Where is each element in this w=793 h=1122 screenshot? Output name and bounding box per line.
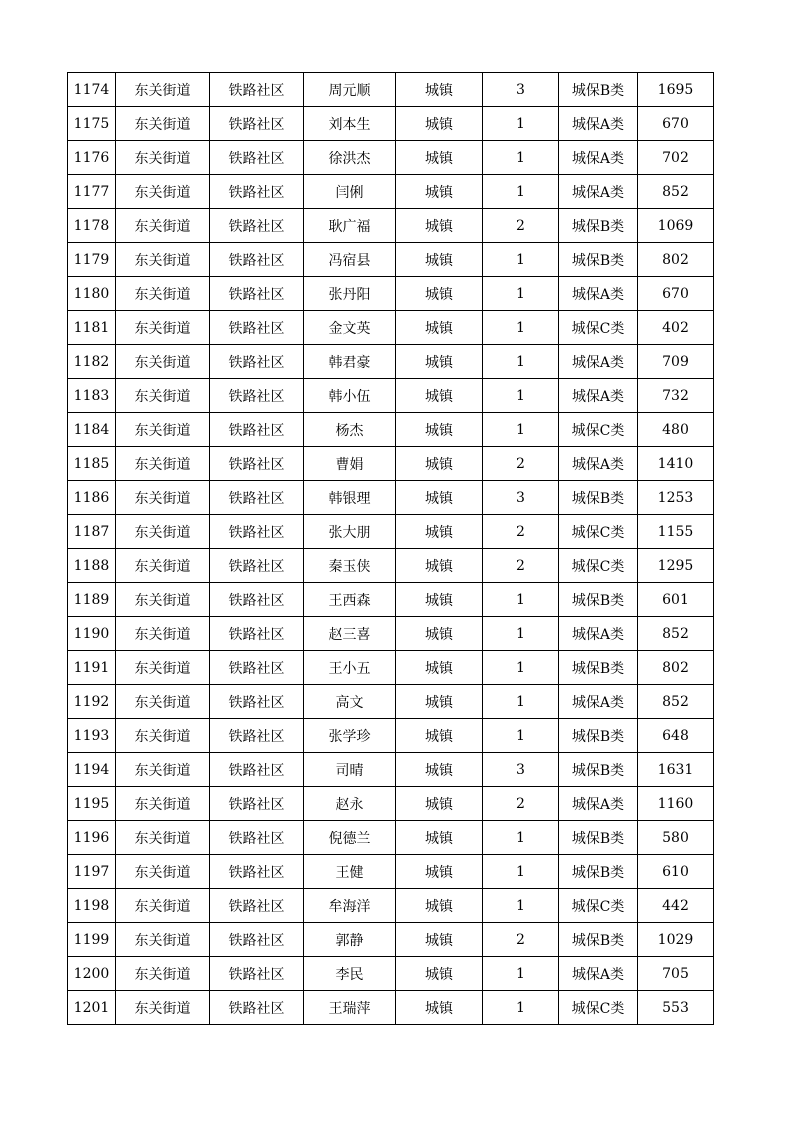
table-row bbox=[68, 923, 714, 957]
cell-row-number: 1187 bbox=[68, 515, 116, 549]
cell-name: 郭静 bbox=[304, 923, 396, 957]
cell-member-count: 3 bbox=[483, 73, 559, 107]
cell-community: 铁路社区 bbox=[210, 991, 304, 1025]
cell-name: 牟海洋 bbox=[304, 889, 396, 923]
cell-row-number: 1177 bbox=[68, 175, 116, 209]
cell-amount: 1295 bbox=[638, 549, 714, 583]
table-row bbox=[68, 277, 714, 311]
cell-insurance-category: 城保A类 bbox=[559, 345, 638, 379]
table-row bbox=[68, 209, 714, 243]
cell-amount: 610 bbox=[638, 855, 714, 889]
cell-row-number: 1181 bbox=[68, 311, 116, 345]
cell-member-count: 1 bbox=[483, 889, 559, 923]
cell-amount: 702 bbox=[638, 141, 714, 175]
cell-household-type: 城镇 bbox=[396, 345, 483, 379]
cell-member-count: 1 bbox=[483, 277, 559, 311]
cell-street: 东关街道 bbox=[116, 583, 210, 617]
cell-community: 铁路社区 bbox=[210, 753, 304, 787]
cell-insurance-category: 城保B类 bbox=[559, 481, 638, 515]
cell-street: 东关街道 bbox=[116, 311, 210, 345]
cell-member-count: 2 bbox=[483, 923, 559, 957]
table-row bbox=[68, 175, 714, 209]
cell-household-type: 城镇 bbox=[396, 787, 483, 821]
cell-household-type: 城镇 bbox=[396, 447, 483, 481]
cell-household-type: 城镇 bbox=[396, 753, 483, 787]
cell-insurance-category: 城保A类 bbox=[559, 957, 638, 991]
cell-row-number: 1196 bbox=[68, 821, 116, 855]
cell-amount: 601 bbox=[638, 583, 714, 617]
cell-name: 王瑞萍 bbox=[304, 991, 396, 1025]
cell-amount: 852 bbox=[638, 175, 714, 209]
table-row bbox=[68, 685, 714, 719]
cell-community: 铁路社区 bbox=[210, 447, 304, 481]
cell-street: 东关街道 bbox=[116, 175, 210, 209]
cell-row-number: 1180 bbox=[68, 277, 116, 311]
cell-community: 铁路社区 bbox=[210, 549, 304, 583]
cell-name: 韩银理 bbox=[304, 481, 396, 515]
cell-name: 韩君豪 bbox=[304, 345, 396, 379]
cell-insurance-category: 城保B类 bbox=[559, 923, 638, 957]
cell-name: 杨杰 bbox=[304, 413, 396, 447]
cell-name: 赵永 bbox=[304, 787, 396, 821]
cell-street: 东关街道 bbox=[116, 73, 210, 107]
cell-amount: 1069 bbox=[638, 209, 714, 243]
cell-insurance-category: 城保A类 bbox=[559, 685, 638, 719]
cell-insurance-category: 城保B类 bbox=[559, 855, 638, 889]
cell-amount: 802 bbox=[638, 243, 714, 277]
cell-community: 铁路社区 bbox=[210, 175, 304, 209]
cell-name: 耿广福 bbox=[304, 209, 396, 243]
cell-member-count: 1 bbox=[483, 141, 559, 175]
cell-name: 王健 bbox=[304, 855, 396, 889]
cell-street: 东关街道 bbox=[116, 515, 210, 549]
cell-street: 东关街道 bbox=[116, 413, 210, 447]
cell-name: 张学珍 bbox=[304, 719, 396, 753]
cell-name: 秦玉侠 bbox=[304, 549, 396, 583]
cell-row-number: 1178 bbox=[68, 209, 116, 243]
cell-street: 东关街道 bbox=[116, 889, 210, 923]
cell-street: 东关街道 bbox=[116, 107, 210, 141]
cell-amount: 1631 bbox=[638, 753, 714, 787]
cell-member-count: 1 bbox=[483, 583, 559, 617]
cell-name: 王小五 bbox=[304, 651, 396, 685]
table-row bbox=[68, 243, 714, 277]
cell-household-type: 城镇 bbox=[396, 923, 483, 957]
cell-row-number: 1175 bbox=[68, 107, 116, 141]
cell-name: 赵三喜 bbox=[304, 617, 396, 651]
cell-street: 东关街道 bbox=[116, 719, 210, 753]
cell-amount: 705 bbox=[638, 957, 714, 991]
table-row bbox=[68, 617, 714, 651]
table-row bbox=[68, 855, 714, 889]
cell-name: 司晴 bbox=[304, 753, 396, 787]
cell-community: 铁路社区 bbox=[210, 277, 304, 311]
cell-street: 东关街道 bbox=[116, 345, 210, 379]
cell-household-type: 城镇 bbox=[396, 209, 483, 243]
cell-household-type: 城镇 bbox=[396, 991, 483, 1025]
cell-community: 铁路社区 bbox=[210, 923, 304, 957]
cell-member-count: 1 bbox=[483, 821, 559, 855]
cell-row-number: 1194 bbox=[68, 753, 116, 787]
cell-name: 高文 bbox=[304, 685, 396, 719]
cell-community: 铁路社区 bbox=[210, 209, 304, 243]
table-row bbox=[68, 413, 714, 447]
cell-member-count: 1 bbox=[483, 413, 559, 447]
cell-insurance-category: 城保A类 bbox=[559, 447, 638, 481]
cell-street: 东关街道 bbox=[116, 447, 210, 481]
cell-street: 东关街道 bbox=[116, 617, 210, 651]
table-row bbox=[68, 821, 714, 855]
cell-member-count: 1 bbox=[483, 685, 559, 719]
cell-insurance-category: 城保A类 bbox=[559, 141, 638, 175]
cell-community: 铁路社区 bbox=[210, 583, 304, 617]
cell-household-type: 城镇 bbox=[396, 651, 483, 685]
table-row bbox=[68, 549, 714, 583]
cell-amount: 852 bbox=[638, 685, 714, 719]
cell-community: 铁路社区 bbox=[210, 889, 304, 923]
cell-insurance-category: 城保A类 bbox=[559, 787, 638, 821]
cell-member-count: 2 bbox=[483, 447, 559, 481]
cell-household-type: 城镇 bbox=[396, 719, 483, 753]
cell-row-number: 1195 bbox=[68, 787, 116, 821]
cell-amount: 480 bbox=[638, 413, 714, 447]
cell-member-count: 2 bbox=[483, 549, 559, 583]
cell-community: 铁路社区 bbox=[210, 685, 304, 719]
cell-community: 铁路社区 bbox=[210, 311, 304, 345]
cell-row-number: 1198 bbox=[68, 889, 116, 923]
cell-street: 东关街道 bbox=[116, 855, 210, 889]
cell-member-count: 1 bbox=[483, 719, 559, 753]
table-body bbox=[68, 73, 714, 1025]
cell-household-type: 城镇 bbox=[396, 413, 483, 447]
cell-amount: 852 bbox=[638, 617, 714, 651]
cell-name: 曹娟 bbox=[304, 447, 396, 481]
cell-household-type: 城镇 bbox=[396, 617, 483, 651]
cell-street: 东关街道 bbox=[116, 991, 210, 1025]
cell-name: 闫俐 bbox=[304, 175, 396, 209]
cell-insurance-category: 城保B类 bbox=[559, 753, 638, 787]
cell-community: 铁路社区 bbox=[210, 481, 304, 515]
cell-community: 铁路社区 bbox=[210, 141, 304, 175]
cell-household-type: 城镇 bbox=[396, 515, 483, 549]
cell-row-number: 1191 bbox=[68, 651, 116, 685]
cell-member-count: 3 bbox=[483, 753, 559, 787]
cell-member-count: 1 bbox=[483, 345, 559, 379]
cell-insurance-category: 城保C类 bbox=[559, 889, 638, 923]
cell-insurance-category: 城保B类 bbox=[559, 243, 638, 277]
cell-row-number: 1184 bbox=[68, 413, 116, 447]
cell-street: 东关街道 bbox=[116, 821, 210, 855]
cell-insurance-category: 城保B类 bbox=[559, 73, 638, 107]
table-row bbox=[68, 583, 714, 617]
cell-amount: 1410 bbox=[638, 447, 714, 481]
cell-household-type: 城镇 bbox=[396, 243, 483, 277]
cell-member-count: 1 bbox=[483, 617, 559, 651]
cell-name: 王西森 bbox=[304, 583, 396, 617]
cell-household-type: 城镇 bbox=[396, 379, 483, 413]
table-row bbox=[68, 141, 714, 175]
table-row bbox=[68, 379, 714, 413]
cell-amount: 553 bbox=[638, 991, 714, 1025]
cell-household-type: 城镇 bbox=[396, 277, 483, 311]
cell-street: 东关街道 bbox=[116, 277, 210, 311]
cell-insurance-category: 城保C类 bbox=[559, 413, 638, 447]
cell-community: 铁路社区 bbox=[210, 787, 304, 821]
cell-community: 铁路社区 bbox=[210, 243, 304, 277]
cell-street: 东关街道 bbox=[116, 379, 210, 413]
cell-insurance-category: 城保C类 bbox=[559, 311, 638, 345]
cell-name: 冯宿县 bbox=[304, 243, 396, 277]
cell-amount: 732 bbox=[638, 379, 714, 413]
cell-amount: 1029 bbox=[638, 923, 714, 957]
cell-insurance-category: 城保B类 bbox=[559, 719, 638, 753]
cell-street: 东关街道 bbox=[116, 787, 210, 821]
cell-row-number: 1183 bbox=[68, 379, 116, 413]
cell-community: 铁路社区 bbox=[210, 855, 304, 889]
cell-member-count: 1 bbox=[483, 311, 559, 345]
cell-community: 铁路社区 bbox=[210, 651, 304, 685]
cell-name: 韩小伍 bbox=[304, 379, 396, 413]
cell-insurance-category: 城保C类 bbox=[559, 991, 638, 1025]
cell-street: 东关街道 bbox=[116, 957, 210, 991]
cell-insurance-category: 城保A类 bbox=[559, 379, 638, 413]
cell-street: 东关街道 bbox=[116, 923, 210, 957]
cell-name: 周元顺 bbox=[304, 73, 396, 107]
cell-row-number: 1197 bbox=[68, 855, 116, 889]
cell-household-type: 城镇 bbox=[396, 549, 483, 583]
cell-name: 张大朋 bbox=[304, 515, 396, 549]
cell-row-number: 1201 bbox=[68, 991, 116, 1025]
cell-insurance-category: 城保B类 bbox=[559, 583, 638, 617]
cell-street: 东关街道 bbox=[116, 141, 210, 175]
table-row bbox=[68, 311, 714, 345]
cell-member-count: 1 bbox=[483, 991, 559, 1025]
cell-member-count: 1 bbox=[483, 651, 559, 685]
cell-amount: 1695 bbox=[638, 73, 714, 107]
cell-street: 东关街道 bbox=[116, 481, 210, 515]
table-row bbox=[68, 481, 714, 515]
cell-name: 倪德兰 bbox=[304, 821, 396, 855]
cell-household-type: 城镇 bbox=[396, 141, 483, 175]
cell-row-number: 1174 bbox=[68, 73, 116, 107]
cell-name: 徐洪杰 bbox=[304, 141, 396, 175]
cell-insurance-category: 城保B类 bbox=[559, 209, 638, 243]
cell-insurance-category: 城保B类 bbox=[559, 821, 638, 855]
cell-street: 东关街道 bbox=[116, 243, 210, 277]
cell-community: 铁路社区 bbox=[210, 957, 304, 991]
cell-insurance-category: 城保A类 bbox=[559, 175, 638, 209]
cell-amount: 670 bbox=[638, 107, 714, 141]
table-row bbox=[68, 991, 714, 1025]
cell-row-number: 1190 bbox=[68, 617, 116, 651]
cell-amount: 1155 bbox=[638, 515, 714, 549]
cell-name: 刘本生 bbox=[304, 107, 396, 141]
cell-community: 铁路社区 bbox=[210, 515, 304, 549]
cell-community: 铁路社区 bbox=[210, 73, 304, 107]
cell-member-count: 1 bbox=[483, 107, 559, 141]
cell-name: 李民 bbox=[304, 957, 396, 991]
cell-household-type: 城镇 bbox=[396, 957, 483, 991]
table-row bbox=[68, 107, 714, 141]
table-row bbox=[68, 73, 714, 107]
cell-household-type: 城镇 bbox=[396, 583, 483, 617]
cell-name: 金文英 bbox=[304, 311, 396, 345]
table-row bbox=[68, 447, 714, 481]
table-row bbox=[68, 719, 714, 753]
cell-household-type: 城镇 bbox=[396, 311, 483, 345]
cell-member-count: 1 bbox=[483, 855, 559, 889]
cell-member-count: 2 bbox=[483, 209, 559, 243]
cell-insurance-category: 城保A类 bbox=[559, 617, 638, 651]
cell-row-number: 1188 bbox=[68, 549, 116, 583]
cell-member-count: 1 bbox=[483, 957, 559, 991]
cell-amount: 802 bbox=[638, 651, 714, 685]
cell-insurance-category: 城保A类 bbox=[559, 107, 638, 141]
table-row bbox=[68, 515, 714, 549]
cell-household-type: 城镇 bbox=[396, 889, 483, 923]
cell-household-type: 城镇 bbox=[396, 107, 483, 141]
assistance-roster-table bbox=[67, 72, 714, 1025]
cell-member-count: 2 bbox=[483, 515, 559, 549]
cell-row-number: 1192 bbox=[68, 685, 116, 719]
cell-community: 铁路社区 bbox=[210, 821, 304, 855]
table-row bbox=[68, 345, 714, 379]
cell-member-count: 3 bbox=[483, 481, 559, 515]
cell-community: 铁路社区 bbox=[210, 379, 304, 413]
table-row bbox=[68, 889, 714, 923]
table-row bbox=[68, 787, 714, 821]
cell-row-number: 1176 bbox=[68, 141, 116, 175]
cell-name: 张丹阳 bbox=[304, 277, 396, 311]
cell-household-type: 城镇 bbox=[396, 685, 483, 719]
cell-street: 东关街道 bbox=[116, 753, 210, 787]
cell-amount: 442 bbox=[638, 889, 714, 923]
cell-street: 东关街道 bbox=[116, 651, 210, 685]
cell-community: 铁路社区 bbox=[210, 413, 304, 447]
cell-amount: 670 bbox=[638, 277, 714, 311]
cell-household-type: 城镇 bbox=[396, 821, 483, 855]
cell-member-count: 1 bbox=[483, 243, 559, 277]
table-row bbox=[68, 753, 714, 787]
cell-household-type: 城镇 bbox=[396, 481, 483, 515]
cell-household-type: 城镇 bbox=[396, 175, 483, 209]
cell-row-number: 1182 bbox=[68, 345, 116, 379]
cell-street: 东关街道 bbox=[116, 209, 210, 243]
cell-member-count: 1 bbox=[483, 175, 559, 209]
cell-row-number: 1186 bbox=[68, 481, 116, 515]
cell-amount: 648 bbox=[638, 719, 714, 753]
cell-amount: 402 bbox=[638, 311, 714, 345]
cell-street: 东关街道 bbox=[116, 549, 210, 583]
cell-amount: 580 bbox=[638, 821, 714, 855]
cell-row-number: 1179 bbox=[68, 243, 116, 277]
cell-community: 铁路社区 bbox=[210, 107, 304, 141]
cell-member-count: 2 bbox=[483, 787, 559, 821]
cell-household-type: 城镇 bbox=[396, 855, 483, 889]
cell-row-number: 1199 bbox=[68, 923, 116, 957]
cell-amount: 1160 bbox=[638, 787, 714, 821]
cell-amount: 709 bbox=[638, 345, 714, 379]
cell-street: 东关街道 bbox=[116, 685, 210, 719]
cell-community: 铁路社区 bbox=[210, 345, 304, 379]
table-row bbox=[68, 651, 714, 685]
cell-community: 铁路社区 bbox=[210, 617, 304, 651]
cell-insurance-category: 城保C类 bbox=[559, 549, 638, 583]
cell-insurance-category: 城保B类 bbox=[559, 651, 638, 685]
cell-household-type: 城镇 bbox=[396, 73, 483, 107]
cell-row-number: 1200 bbox=[68, 957, 116, 991]
cell-row-number: 1189 bbox=[68, 583, 116, 617]
cell-row-number: 1193 bbox=[68, 719, 116, 753]
cell-insurance-category: 城保A类 bbox=[559, 277, 638, 311]
cell-member-count: 1 bbox=[483, 379, 559, 413]
cell-amount: 1253 bbox=[638, 481, 714, 515]
table-row bbox=[68, 957, 714, 991]
cell-community: 铁路社区 bbox=[210, 719, 304, 753]
cell-insurance-category: 城保C类 bbox=[559, 515, 638, 549]
cell-row-number: 1185 bbox=[68, 447, 116, 481]
